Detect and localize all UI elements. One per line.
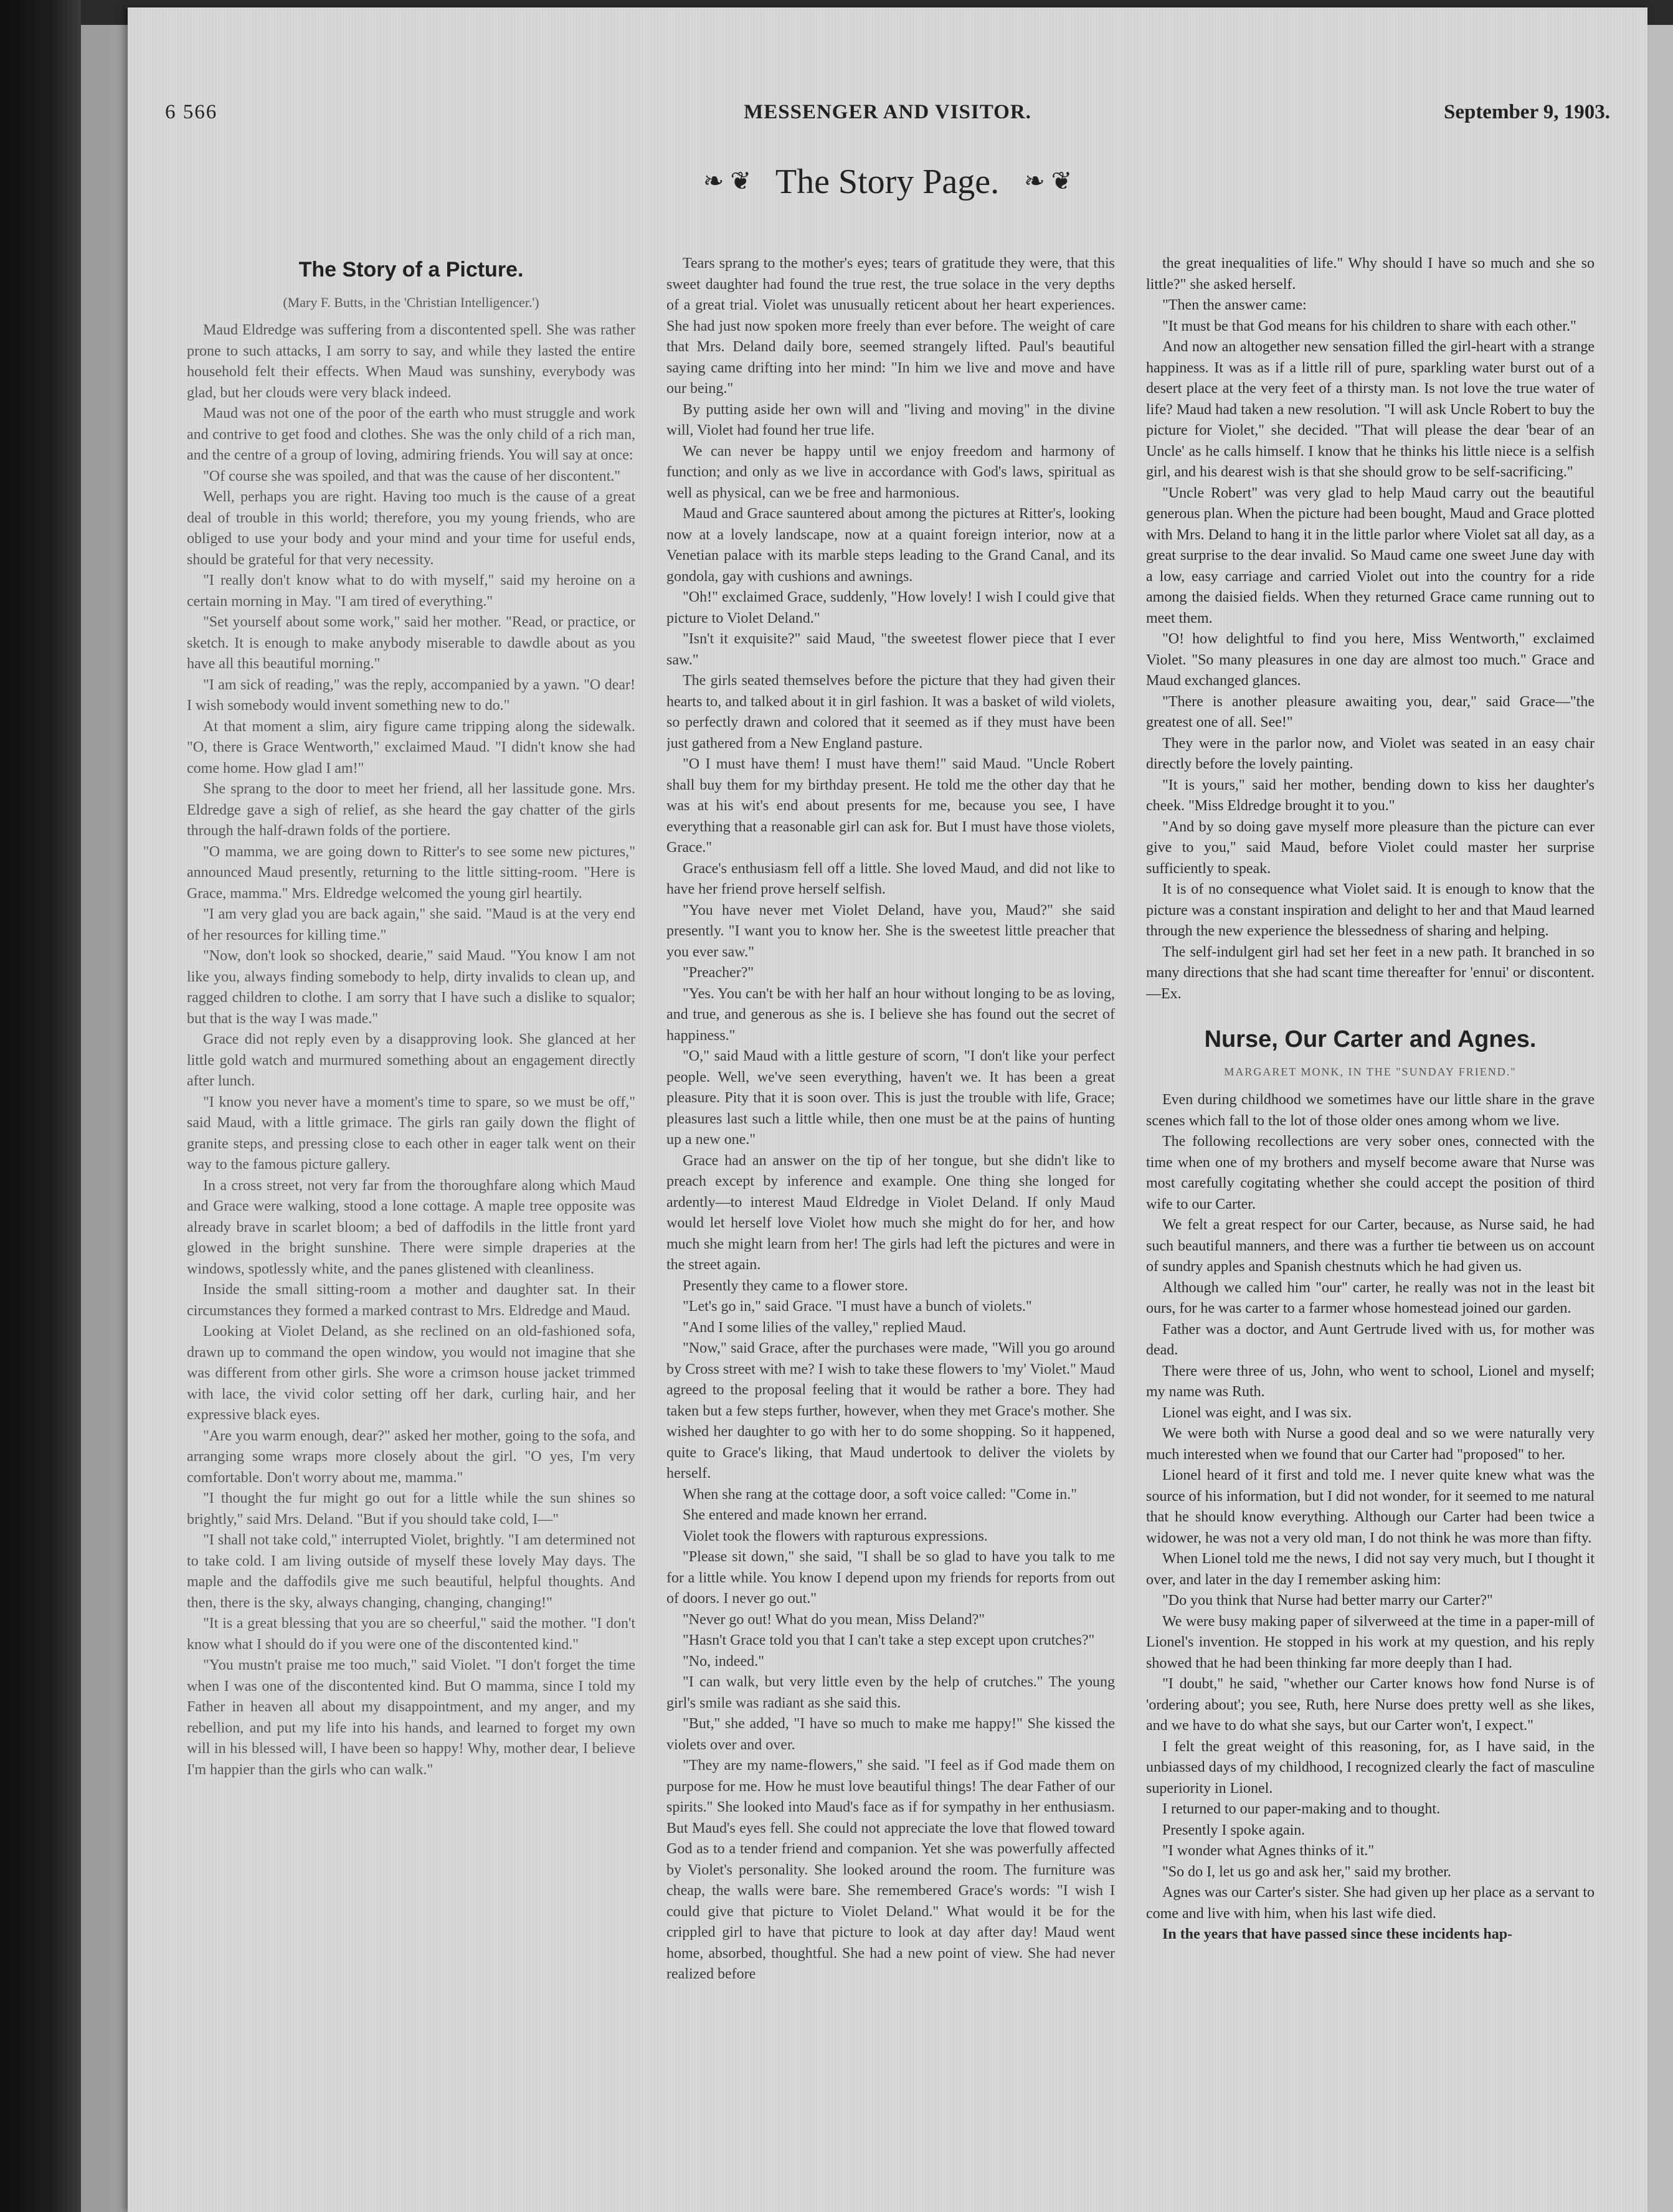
paragraph: "I am sick of reading," was the reply, accompanied by a yawn. "O dear! I wish somebody would invent something new to do." [187,676,635,714]
paragraph: Lionel was eight, and I was six. [1162,1404,1352,1421]
paragraph: When Lionel told me the news, I did not say very much, but I thought it over, and later in the day I remember asking him: [1146,1551,1595,1588]
paragraph: When she rang at the cottage door, a soft voice called: "Come in." [683,1486,1078,1503]
paragraph: Father was a doctor, and Aunt Gertrude lived with us, for mother was dead. [1146,1321,1595,1358]
paragraph: "Set yourself about some work," said her mother. "Read, or practice, or sketch. It is enough to make anybody miserable to dawdle about as you have all this beautiful morning." [187,614,635,672]
paragraph: "Then the answer came: [1162,297,1307,313]
ornament-left-icon: ❧ ❦ [703,167,751,195]
paragraph: Maud was not one of the poor of the earth who must struggle and work and contrive to get food and clothes. She was the only child of a rich man, and the centre of a group of loving, admiring friends. You will say at once: [187,405,635,463]
paragraph: "Never go out! What do you mean, Miss Deland?" [683,1611,985,1628]
column-3-second-story-body [1146,1090,1595,1945]
paragraph: The self-indulgent girl had set her feet in a new path. It branched in so many directions that she had scant time thereafter for 'ennui' or discontent.—Ex. [1146,943,1595,1002]
paragraph: "Of course she was spoiled, and that was the cause of her discontent." [203,468,621,484]
paragraph: Tears sprang to the mother's eyes; tears of gratitude they were, that this sweet daughter had found the true rest, the true solace in the very depths of a great trial. Violet was unusually reticent about her heart experiences. She had just now spoken more freely than ever before. The weight of care that Mrs. Deland daily bore, seemed strangely lifted. Paul's beautiful saying came drifting into her mind: "In him we live and move and have our being." [666,255,1115,397]
paragraph: "Uncle Robert" was very glad to help Maud carry out the beautiful generous plan. When the picture had been bought, Maud and Grace plotted with Mrs. Deland to hang it in the little parlor where Violet sat all day, as a great surprise to the dear invalid. So Maud came one sweet June day with a low, easy carriage and carried Violet out into the country for a ride among the daisied fields. When they returned Grace came running out to meet them. [1146,484,1595,626]
paragraph: "I doubt," he said, "whether our Carter knows how fond Nurse is of 'ordering about'; you see, Ruth, here Nurse does pretty well as she likes, and we have to do what she says, but our Carter won't, I expect." [1146,1676,1595,1734]
paragraph: "Now, don't look so shocked, dearie," said Maud. "You know I am not like you, always finding somebody to help, dirty invalids to clean up, and ragged children to clothe. I am sorry that I have such a dislike to squalor; but that is the way I was made." [187,948,635,1027]
paragraph: "O I must have them! I must have them!" said Maud. "Uncle Robert shall buy them for my birthday present. He told me the other day that he was at his wit's end about presents for me, because you see, I have everything that a reasonable girl can ask for. But I must have those violets, Grace." [666,756,1115,856]
paragraph: In a cross street, not very far from the thoroughfare along which Maud and Grace were walking, stood a lone cottage. A maple tree opposite was already brave in scarlet bloom; a bed of daffodils in the little front yard glowed in the bright sunshine. There were simple draperies at the windows, spotlessly white, and the panes glistened with cleanliness. [187,1177,635,1277]
story-byline: (Mary F. Butts, in the 'Christian Intelligencer.') [283,294,539,310]
paragraph: "I am very glad you are back again," she said. "Maud is at the very end of her resources for killing time." [187,906,635,943]
paragraph: "O! how delightful to find you here, Miss Wentworth," exclaimed Violet. "So many pleasures in one day are almost too much." Grace and Maud exchanged glances. [1146,631,1595,689]
paragraph: "So do I, let us go and ask her," said my brother. [1162,1863,1451,1880]
paragraph: "Oh!" exclaimed Grace, suddenly, "How lovely! I wish I could give that picture to Violet Deland." [666,589,1115,626]
column-2 [666,253,1115,2190]
paragraph: Maud and Grace sauntered about among the pictures at Ritter's, looking now at a lovely landscape, now at a quaint foreign interior, now at a Venetian palace with its marble steps leading to the Grand Canal, and its gondola, gay with cushions and awnings. [666,506,1115,585]
scan-background [0,0,81,2212]
paragraph: "Hasn't Grace told you that I can't take a step except upon crutches?" [683,1632,1095,1648]
column-2-body [666,253,1115,1985]
paragraph: "I shall not take cold," interrupted Violet, brightly. "I am determined not to take cold. I am living outside of myself these lovely May days. The maple and the daffodils give me such beautiful, helpful thoughts. And then, there is the sky, always changing, changing, changing!" [187,1532,635,1611]
paragraph: the great inequalities of life." Why should I have so much and she so little?" she asked herself. [1146,255,1595,293]
paragraph: I felt the great weight of this reasoning, for, as I have said, in the unbiassed days of my childhood, I recognized clearly the fact of masculine superiority in Lionel. [1146,1738,1595,1797]
paragraph: Well, perhaps you are right. Having too much is the cause of a great deal of trouble in this world; therefore, you my young friends, who are obliged to use your body and your mind and your time for useful ends, should be grateful for that very necessity. [187,489,635,568]
story-title: The Story of a Picture. [298,258,524,281]
paragraph: By putting aside her own will and "living and moving" in the divine will, Violet had found her true life. [666,401,1115,438]
paragraph: "And I some lilies of the valley," replied Maud. [683,1319,967,1336]
paragraph: The girls seated themselves before the picture that they had given their hearts to, and talked about it in girl fashion. It was a basket of wild violets, so perfectly drawn and colored that it seemed as if they must have been just gathered from a New England pasture. [666,673,1115,752]
paragraph: "You mustn't praise me too much," said Violet. "I don't forget the time when I was one of the discontented kind. But O mamma, since I told my Father in heaven all about my disappointment, and my anger, and my rebellion, and put my life into his hands, and learned to forget my own will in his blessed will, I have been so happy! Why, mother dear, I believe I'm happier than the girls who can walk." [187,1657,635,1778]
story-title-2: Nurse, Our Carter and Agnes. [1204,1026,1537,1052]
paragraph: "I can walk, but very little even by the help of crutches." The young girl's smile was radiant as she said this. [666,1674,1115,1711]
paragraph: They were in the parlor now, and Violet was seated in an easy chair directly before the lovely painting. [1146,735,1595,772]
paragraph: In the years that have passed since these incidents hap- [1162,1926,1513,1942]
column-1-body [187,320,635,1780]
paragraph: There were three of us, John, who went to school, Lionel and myself; my name was Ruth. [1146,1363,1595,1400]
paragraph: It is of no consequence what Violet said. It is enough to know that the picture was a constant inspiration and delight to her and that Maud learned through the new experience the blessedness of sharing and helping. [1146,881,1595,939]
paragraph: "Do you think that Nurse had better marry our Carter?" [1162,1592,1493,1609]
ornament-right-icon: ❧ ❦ [1024,167,1073,195]
paragraph: "I know you never have a moment's time to spare, so we must be off," said Maud, with a little grimace. The girls ran gaily down the flight of granite steps, and pressing close to each other in eager talk went on their way to the famous picture gallery. [187,1094,635,1173]
story-byline-2: MARGARET MONK, IN THE "SUNDAY FRIEND." [1224,1065,1517,1078]
column-3 [1146,253,1595,2190]
paragraph: We felt a great respect for our Carter, because, as Nurse said, he had such beautiful manners, and there was a further tie between us on account of sundry apples and Spanish chestnuts which he had given us. [1146,1217,1595,1275]
paragraph: Lionel heard of it first and told me. I never quite knew what was the source of his information, but I did not wonder, for it seemed to me natural that he should know everything. Although our Carter had been twice a widower, he was not a very old man, I do not think he was more than fifty. [1146,1467,1595,1546]
paragraph: "It must be that God means for his children to share with each other." [1162,318,1576,334]
paragraph: She entered and made known her errand. [683,1507,927,1523]
section-title-text: The Story Page. [775,163,1000,201]
paragraph: "I thought the fur might go out for a little while the sun shines so brightly," said Mrs. Deland. "But if you should take cold, I—" [187,1490,635,1528]
paragraph: At that moment a slim, airy figure came tripping along the sidewalk. "O, there is Grace Wentworth," exclaimed Maud. "I didn't know she had come home. How glad I am!" [187,718,635,777]
paragraph: Presently I spoke again. [1162,1822,1306,1838]
paragraph: The following recollections are very sober ones, connected with the time when one of my brothers and myself become aware that Nurse was most carefully cogitating whether she could accept the position of third wife to our Carter. [1146,1133,1595,1212]
paragraph: "O mamma, we are going down to Ritter's to see some new pictures," announced Maud presently, returning to the little sitting-room. "Here is Grace, mamma." Mrs. Eldredge welcomed the young girl heartily. [187,843,635,902]
paragraph: "Let's go in," said Grace. "I must have a bunch of violets." [683,1298,1032,1315]
paragraph: "No, indeed." [683,1653,764,1670]
column-1 [187,253,635,2190]
newspaper-page [128,7,1647,2212]
paragraph: Although we called him "our" carter, he really was not in the least bit ours, for he was carter to a farmer whose homestead joined our garden. [1146,1279,1595,1316]
paragraph: Grace's enthusiasm fell off a little. She loved Maud, and did not like to have her friend prove herself selfish. [666,860,1115,897]
paragraph: "Please sit down," she said, "I shall be so glad to have you talk to me for a little while. You know I depend upon my friends for reports from out of doors. I never go out." [666,1549,1115,1607]
paragraph: Violet took the flowers with rapturous expressions. [683,1528,988,1544]
paragraph: Grace had an answer on the tip of her tongue, but she didn't like to preach except by inference and example. One thing she longed for ardently—to interest Maud Eldredge in Violet Deland. If only Maud would let herself love Violet how much she might do for her, and how much she might learn from her! The girls had left the pictures and were in the street again. [666,1152,1115,1273]
paragraph: "O," said Maud with a little gesture of scorn, "I don't like your perfect people. Well, we've seen everything, haven't we. It has been a great pleasure. Pity that it is soon over. This is just the trouble with life, Grace; pleasures last such a little while, then one must be at the pains of hunting up a new one." [666,1048,1115,1148]
paragraph: "Are you warm enough, dear?" asked her mother, going to the sofa, and arranging some wraps more closely about the girl. "O yes, I'm very comfortable. Don't worry about me, mamma." [187,1427,635,1486]
paragraph: "It is yours," said her mother, bending down to kiss her daughter's cheek. "Miss Eldredge brought it to you." [1146,777,1595,814]
paragraph: "They are my name-flowers," she said. "I feel as if God made them on purpose for me. How he must love beautiful things! The dear Father of our spirits." She looked into Maud's face as if for sympathy in her enthusiasm. But Maud's eyes fell. She could not appreciate the love that flowed toward God as to a tender friend and companion. Yet she was powerfully affected by Violet's personality. She looked around the room. The furniture was cheap, the walls were bare. She remembered Grace's words: "I wish I could give that picture to Violet Deland." What would it be for the crippled girl to have that picture to look at day after day! Maud went home, absorbed, thoughtful. She had a new point of view. She had never realized before [666,1757,1115,1982]
paragraph: "But," she added, "I have so much to make me happy!" She kissed the violets over and over. [666,1716,1115,1753]
paragraph: "I really don't know what to do with myself," said my heroine on a certain morning in May. "I am tired of everything." [187,572,635,610]
paragraph: Looking at Violet Deland, as she reclined on an old-fashioned sofa, drawn up to command the open window, you would not imagine that she was different from other girls. She wore a crimson house jacket trimmed with lace, the vivid color setting off her dark, curling hair, and her expressive black eyes. [187,1323,635,1423]
column-3-body [1146,253,1595,1004]
paragraph: "Isn't it exquisite?" said Maud, "the sweetest flower piece that I ever saw." [666,631,1115,668]
paragraph: And now an altogether new sensation filled the girl-heart with a strange happiness. It was as if a little rill of pure, sparkling water burst out of a desert place at the very feet of a thirsty man. Is not love the true water of life? Maud had taken a new resolution. "I will ask Uncle Robert to buy the picture for Violet," she decided. "That will please the dear 'bear of an Uncle' as he calls himself. I know that he thinks his little niece is a selfish girl, and his dearest wish is that she should grow to be self-sacrificing." [1146,339,1595,480]
issue-date: September 9, 1903. [1443,101,1610,123]
paragraph: Presently they came to a flower store. [683,1277,908,1294]
paper-name: MESSENGER AND VISITOR. [744,101,1031,123]
paragraph: "Preacher?" [683,965,754,981]
paragraph: Agnes was our Carter's sister. She had given up her place as a servant to come and live with him, when his last wife died. [1146,1884,1595,1922]
paragraph: I returned to our paper-making and to thought. [1162,1801,1441,1817]
paragraph: Maud Eldredge was suffering from a discontented spell. She was rather prone to such attacks, I am sorry to say, and while they lasted the entire household felt their effects. When Maud was sunshiny, everybody was glad, but her clouds were very black indeed. [187,322,635,401]
paragraph: Inside the small sitting-room a mother and daughter sat. In their circumstances they formed a marked contrast to Mrs. Eldredge and Maud. [187,1282,635,1319]
paragraph: We can never be happy until we enjoy freedom and harmony of function; and only as we live in accordance with God's laws, spiritual as well as physical, can we be free and harmonious. [666,443,1115,501]
paragraph: "Yes. You can't be with her half an hour without longing to be as loving, and true, and generous as she is. I believe she has found out the secret of happiness." [666,985,1115,1044]
paragraph: Grace did not reply even by a disapproving look. She glanced at her little gold watch and murmured something about an engagement directly after lunch. [187,1031,635,1089]
paragraph: We were both with Nurse a good deal and so we were naturally very much interested when we found that our Carter had "proposed" to her. [1146,1425,1595,1463]
paragraph: "There is another pleasure awaiting you, dear," said Grace—"the greatest one of all. See!" [1146,693,1595,730]
masthead [165,95,1610,132]
paragraph: We were busy making paper of silverweed at the time in a paper-mill of Lionel's invention. He stopped in his work at my question, and his reply showed that he had been thinking far more deeply than I had. [1146,1613,1595,1671]
paragraph: "I wonder what Agnes thinks of it." [1162,1843,1375,1859]
paragraph: "It is a great blessing that you are so cheerful," said the mother. "I don't know what I should do if you were one of the discontented kind." [187,1615,635,1653]
paragraph: She sprang to the door to meet her friend, all her lassitude gone. Mrs. Eldredge gave a sigh of relief, as she heard the gay chatter of the girls through the half-drawn folds of the portiere. [187,781,635,839]
paragraph: Even during childhood we sometimes have our little share in the grave scenes which fall to the lot of those older ones among whom we live. [1146,1092,1595,1129]
page-number: 6 566 [165,101,218,123]
paragraph: "You have never met Violet Deland, have you, Maud?" she said presently. "I want you to know her. She is the sweetest little preacher that you ever saw." [666,902,1115,960]
paragraph: "Now," said Grace, after the purchases were made, "Will you go around by Cross street with me? I wish to take these flowers to 'my' Violet." Maud agreed to the proposal feeling that it would be rather a bore. They had taken but a few steps further, however, when they met Grace's mother. She wished her daughter to go with her to do some shopping. So it happened, quite to Grace's liking, that Maud undertook to deliver the violets by herself. [666,1340,1115,1482]
paragraph: "And by so doing gave myself more pleasure than the picture can ever give to you," said Maud, before Violet could master her surprise sufficiently to speak. [1146,818,1595,877]
section-title [128,162,1647,202]
